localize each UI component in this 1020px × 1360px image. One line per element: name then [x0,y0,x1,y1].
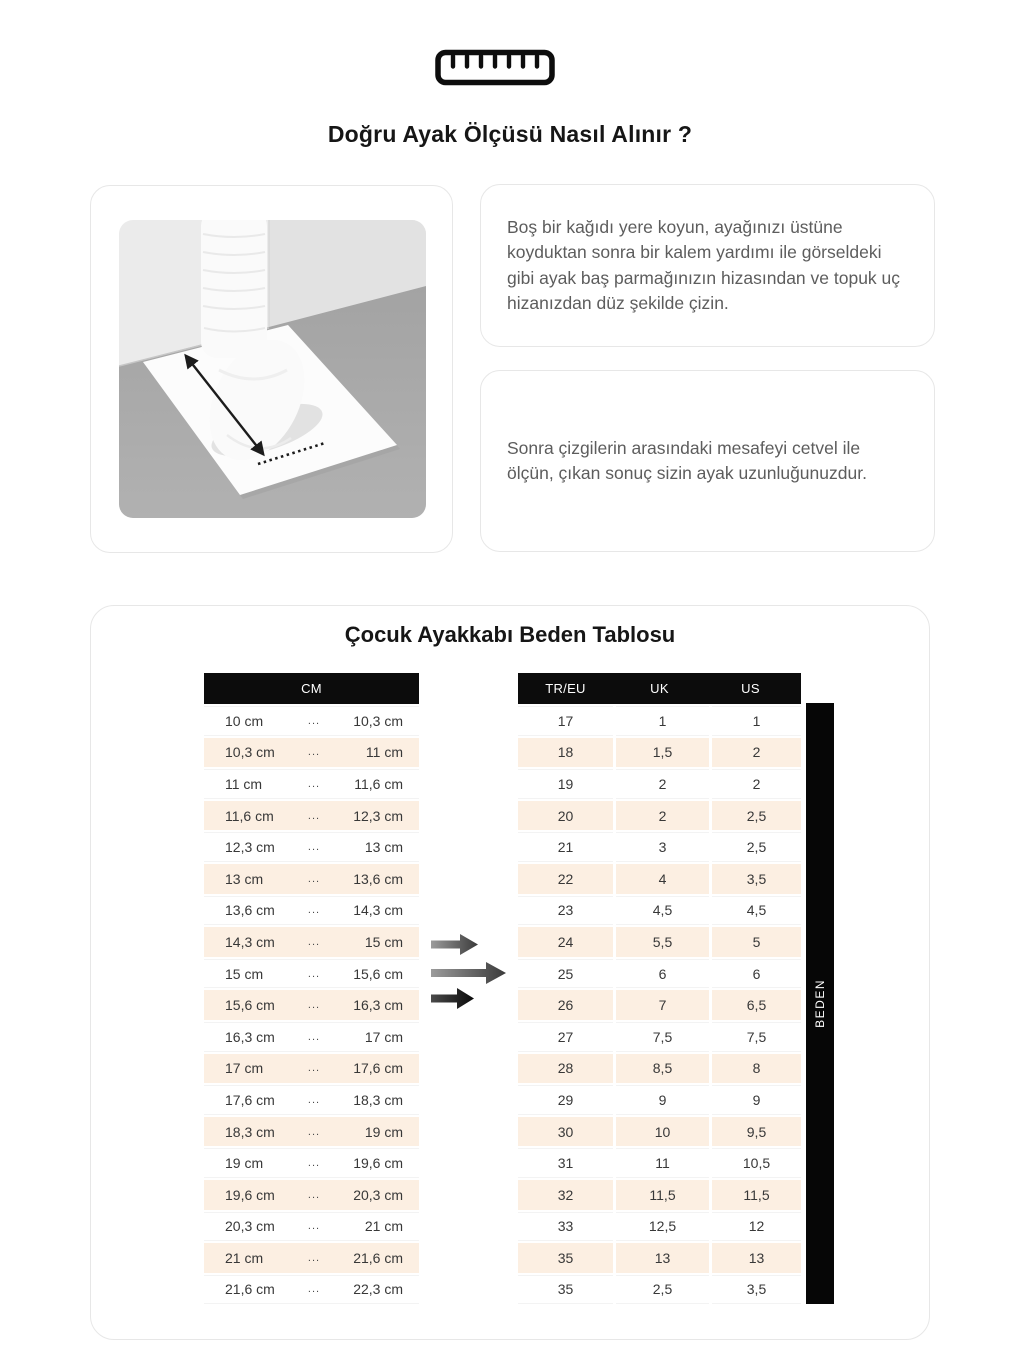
instruction-card-1 [480,184,935,347]
cm-cell: 13,6 cm [353,870,403,887]
cm-table-row [204,927,419,957]
cm-cell: ... [307,1062,321,1075]
size-cell: 28 [518,1054,613,1084]
cm-table [204,673,419,1306]
size-cell: 1,5 [616,738,709,768]
cm-cell: 21,6 cm [353,1249,403,1266]
size-cell: 10,5 [712,1148,801,1178]
size-cell: 24 [518,927,613,957]
size-cell: 4,5 [616,896,709,926]
size-cell: 1 [712,706,801,736]
column-header-uk: UK [650,681,669,696]
size-table-row [518,959,801,989]
size-cell: 27 [518,1022,613,1052]
size-cell: 30 [518,1117,613,1147]
size-cell: 7 [616,990,709,1020]
cm-table-row [204,706,419,736]
international-size-table [518,673,801,1306]
size-cell: 19 [518,769,613,799]
cm-cell: 18,3 cm [353,1091,403,1108]
cm-cell: ... [307,777,321,790]
size-cell: 35 [518,1243,613,1273]
size-table-row [518,1243,801,1273]
cm-table-row [204,1085,419,1115]
size-cell: 3,5 [712,864,801,894]
size-cell: 9 [712,1085,801,1115]
size-cell: 20 [518,801,613,831]
size-cell: 2 [712,738,801,768]
size-table-row [518,1054,801,1084]
cm-cell: 12,3 cm [225,839,275,856]
size-table-row [518,832,801,862]
cm-cell: 15,6 cm [225,997,275,1014]
size-cell: 3 [616,832,709,862]
size-cell: 17 [518,706,613,736]
cm-cell: ... [307,746,321,759]
size-cell: 33 [518,1212,613,1242]
size-table-row [518,1275,801,1305]
size-cell: 10 [616,1117,709,1147]
cm-table-row [204,1054,419,1084]
size-table-row [518,896,801,926]
cm-table-row [204,769,419,799]
cm-cell: ... [307,809,321,822]
size-table-title: Çocuk Ayakkabı Beden Tablosu [344,622,676,647]
cm-cell: ... [307,1157,321,1170]
cm-cell: 14,3 cm [225,933,275,950]
cm-cell: ... [307,714,321,727]
cm-cell: ... [307,904,321,917]
cm-cell: 17 cm [225,1060,264,1077]
cm-table-row [204,738,419,768]
foot-measurement-photo [119,220,426,518]
cm-cell: ... [307,935,321,948]
cm-cell: 18,3 cm [225,1123,275,1140]
cm-cell: 11 cm [225,775,263,792]
cm-cell: ... [307,1125,321,1138]
cm-table-row [204,1022,419,1052]
size-table-row [518,738,801,768]
size-table-header-row [518,673,801,704]
cm-cell: 11,6 cm [354,775,403,792]
cm-cell: 17 cm [364,1028,403,1045]
cm-cell: 16,3 cm [353,997,403,1014]
cm-table-row [204,1180,419,1210]
size-table-row [518,1117,801,1147]
beden-label: BEDEN [813,979,827,1028]
cm-cell: 20,3 cm [353,1186,403,1203]
cm-cell: 21,6 cm [225,1281,275,1298]
arrow-right-icon [431,928,511,1012]
size-cell: 2 [712,769,801,799]
size-cell: 2,5 [712,801,801,831]
cm-cell: ... [307,1283,321,1296]
size-table-body [518,706,801,1304]
cm-cell: 12,3 cm [353,807,403,824]
cm-cell: ... [307,1188,321,1201]
size-cell: 4,5 [712,896,801,926]
cm-cell: 10 cm [225,712,264,729]
cm-cell: ... [307,1030,321,1043]
size-table-row [518,769,801,799]
cm-cell: 19 cm [225,1155,264,1172]
size-cell: 8 [712,1054,801,1084]
cm-cell: ... [307,1251,321,1264]
beden-vertical-bar [806,703,834,1304]
size-cell: 6 [712,959,801,989]
cm-cell: 19 cm [364,1123,403,1140]
size-cell: 12 [712,1212,801,1242]
cm-cell: ... [307,999,321,1012]
size-table-row [518,801,801,831]
cm-cell: 19,6 cm [225,1186,275,1203]
ruler-icon [435,49,555,86]
size-cell: 11,5 [712,1180,801,1210]
cm-cell: ... [307,1220,321,1233]
size-cell: 2 [616,801,709,831]
instruction-step-1: Boş bir kağıdı yere koyun, ayağınızı üstüne koyduktan sonra bir kalem yardımı ile görseldeki gibi ayak baş parmağınızın hizasından ve topuk uç hizanızdan düz şekilde çizin. [507,216,901,313]
size-cell: 2,5 [712,832,801,862]
cm-table-row [204,990,419,1020]
size-cell: 13 [712,1243,801,1273]
cm-cell: 11,6 cm [225,807,274,824]
size-cell: 4 [616,864,709,894]
cm-cell: 15 cm [364,933,403,950]
cm-table-row [204,1212,419,1242]
size-cell: 7,5 [616,1022,709,1052]
size-cell: 21 [518,832,613,862]
cm-table-header: CM [204,673,419,704]
cm-cell: 21 cm [225,1249,264,1266]
size-cell: 29 [518,1085,613,1115]
cm-cell: 13 cm [225,870,264,887]
cm-cell: 20,3 cm [225,1218,275,1235]
cm-table-row [204,896,419,926]
size-cell: 13 [616,1243,709,1273]
cm-table-row [204,832,419,862]
size-cell: 22 [518,864,613,894]
cm-cell: 13 cm [364,839,403,856]
size-cell: 5 [712,927,801,957]
size-cell: 1 [616,706,709,736]
cm-table-row [204,959,419,989]
cm-table-row [204,1275,419,1305]
size-cell: 11 [616,1148,709,1178]
cm-cell: 17,6 cm [353,1060,403,1077]
size-table-row [518,1212,801,1242]
size-table-row [518,1085,801,1115]
size-cell: 26 [518,990,613,1020]
cm-cell: 10,3 cm [353,712,403,729]
page-title: Doğru Ayak Ölçüsü Nasıl Alınır ? [327,121,693,147]
size-cell: 35 [518,1275,613,1305]
size-cell: 12,5 [616,1212,709,1242]
cm-cell: 19,6 cm [353,1155,403,1172]
size-cell: 18 [518,738,613,768]
cm-cell: ... [307,841,321,854]
size-table-row [518,1148,801,1178]
cm-cell: 14,3 cm [353,902,403,919]
cm-table-row [204,1148,419,1178]
cm-cell: 22,3 cm [353,1281,403,1298]
cm-cell: 13,6 cm [225,902,275,919]
photo-card [90,185,453,553]
cm-table-row [204,801,419,831]
instruction-card-2 [480,370,935,552]
size-cell: 25 [518,959,613,989]
size-cell: 9 [616,1085,709,1115]
cm-cell: 10,3 cm [225,744,275,761]
instruction-step-2: Sonra çizgilerin arasındaki mesafeyi cetvel ile ölçün, çıkan sonuç sizin ayak uzunluğunuzdur. [507,437,867,483]
size-table-row [518,927,801,957]
cm-table-row [204,1243,419,1273]
size-table-card [90,605,930,1340]
size-table-row [518,990,801,1020]
cm-cell: 17,6 cm [225,1091,275,1108]
size-cell: 2 [616,769,709,799]
size-cell: 23 [518,896,613,926]
cm-cell: 15,6 cm [353,965,403,982]
size-cell: 5,5 [616,927,709,957]
cm-table-row [204,1117,419,1147]
size-cell: 8,5 [616,1054,709,1084]
size-table-row [518,1022,801,1052]
cm-cell: ... [307,1093,321,1106]
column-header-us: US [741,681,760,696]
size-cell: 9,5 [712,1117,801,1147]
cm-cell: ... [307,967,321,980]
size-cell: 32 [518,1180,613,1210]
cm-cell: 21 cm [364,1218,403,1235]
column-header-tr-eu: TR/EU [545,681,586,696]
cm-table-row [204,864,419,894]
size-cell: 2,5 [616,1275,709,1305]
cm-cell: 11 cm [365,744,403,761]
size-table-row [518,706,801,736]
size-cell: 11,5 [616,1180,709,1210]
size-cell: 6,5 [712,990,801,1020]
size-cell: 7,5 [712,1022,801,1052]
cm-table-body [204,706,419,1304]
cm-cell: ... [307,872,321,885]
size-table-row [518,864,801,894]
cm-cell: 15 cm [225,965,264,982]
size-cell: 6 [616,959,709,989]
size-cell: 3,5 [712,1275,801,1305]
size-table-row [518,1180,801,1210]
size-cell: 31 [518,1148,613,1178]
cm-cell: 16,3 cm [225,1028,275,1045]
